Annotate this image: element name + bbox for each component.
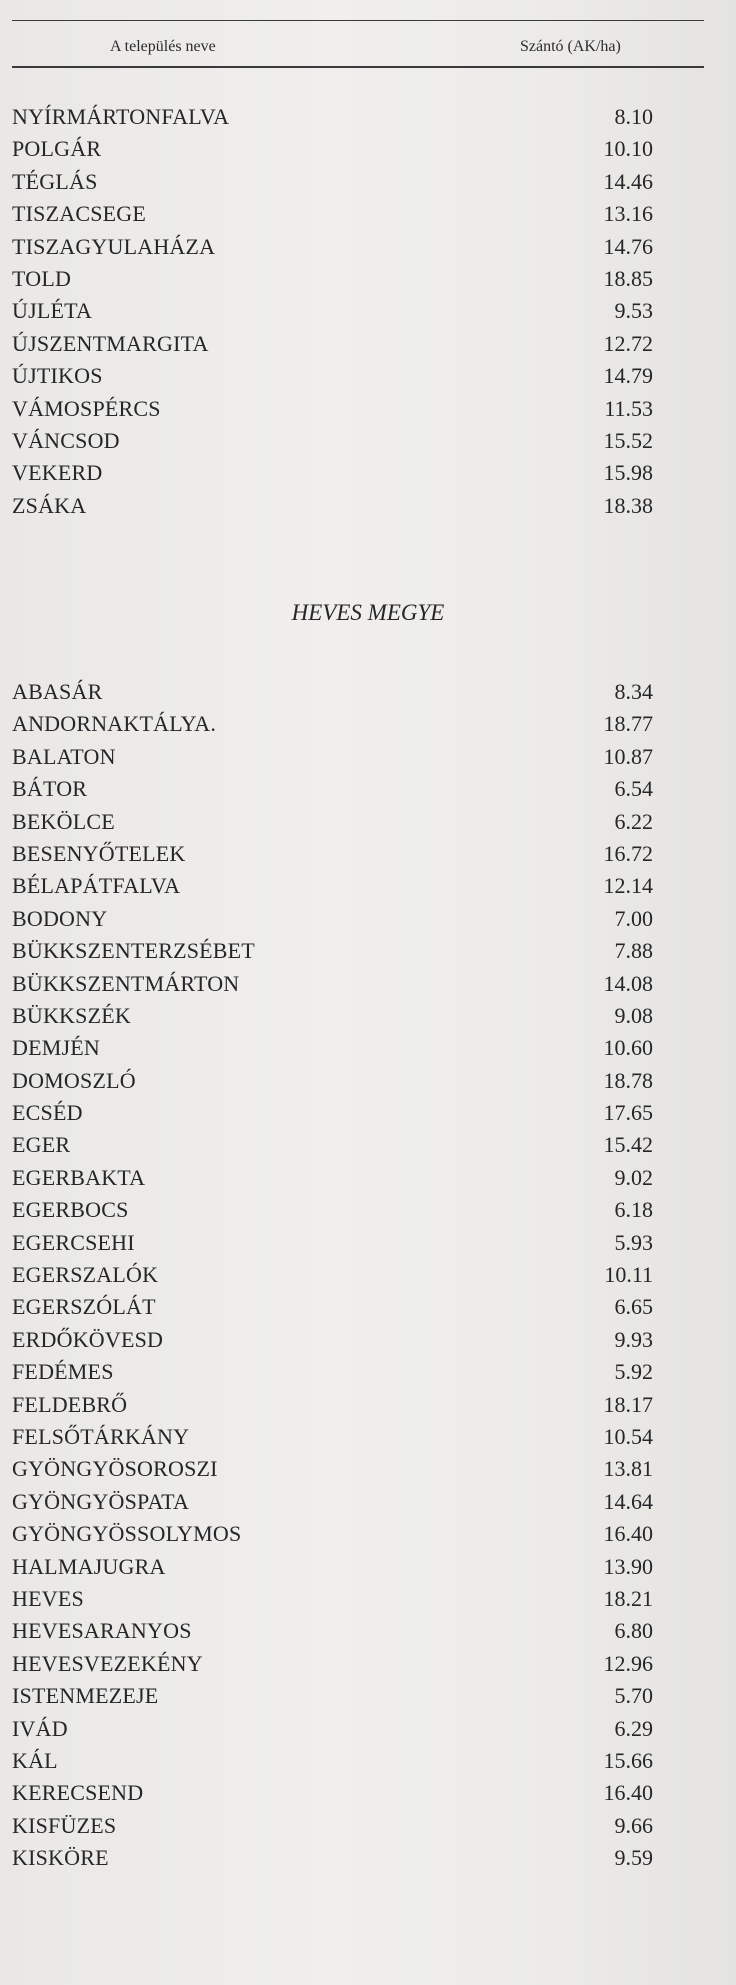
arable-value: 18.38 (603, 492, 653, 518)
arable-value: 11.53 (604, 395, 653, 421)
table-row (12, 1648, 712, 1680)
table-row (12, 101, 712, 133)
table-row (12, 490, 712, 522)
settlement-name: DEMJÉN (12, 1035, 100, 1061)
arable-value: 10.60 (603, 1035, 653, 1061)
arable-value: 15.66 (603, 1747, 653, 1773)
arable-value: 6.80 (614, 1618, 653, 1644)
settlement-name: POLGÁR (12, 136, 102, 162)
table-row (12, 1389, 712, 1421)
settlement-name: ÚJTIKOS (12, 363, 103, 389)
arable-value: 15.52 (603, 427, 653, 453)
arable-value: 7.00 (614, 905, 653, 931)
arable-value: 14.76 (603, 233, 653, 259)
settlement-table-section-2 (12, 676, 712, 1874)
arable-value: 10.11 (604, 1262, 653, 1288)
table-row (12, 676, 712, 708)
table-row (12, 133, 712, 165)
settlement-name: HEVES (12, 1585, 84, 1611)
arable-value: 7.88 (614, 938, 653, 964)
arable-value: 16.72 (603, 840, 653, 866)
arable-value: 16.40 (603, 1521, 653, 1547)
settlement-name: FELDEBRŐ (12, 1391, 128, 1417)
table-row (12, 1227, 712, 1259)
arable-value: 9.93 (614, 1326, 653, 1352)
table-row (12, 1680, 712, 1712)
arable-value: 14.64 (603, 1488, 653, 1514)
settlement-name: EGERCSEHI (12, 1229, 135, 1255)
arable-value: 5.93 (614, 1229, 653, 1255)
settlement-name: BALATON (12, 743, 116, 769)
settlement-name: BÜKKSZENTERZSÉBET (12, 938, 255, 964)
settlement-name: HALMAJUGRA (12, 1553, 166, 1579)
arable-value: 6.54 (614, 776, 653, 802)
table-row (12, 1745, 712, 1777)
table-row (12, 1421, 712, 1453)
table-row (12, 231, 712, 263)
table-row (12, 1032, 712, 1064)
settlement-name: KISFÜZES (12, 1812, 117, 1838)
settlement-name: VÁNCSOD (12, 427, 120, 453)
settlement-name: ECSÉD (12, 1100, 83, 1126)
settlement-name: EGERSZÓLÁT (12, 1294, 156, 1320)
table-row (12, 1324, 712, 1356)
table-row (12, 1259, 712, 1291)
arable-value: 12.72 (603, 330, 653, 356)
arable-value: 9.08 (614, 1002, 653, 1028)
settlement-name: HEVESVEZEKÉNY (12, 1650, 203, 1676)
settlement-name: TOLD (12, 265, 72, 291)
settlement-name: NYÍRMÁRTONFALVA (12, 104, 230, 129)
settlement-name: BÉLAPÁTFALVA (12, 873, 181, 899)
arable-value: 13.90 (603, 1553, 653, 1579)
table-row (12, 1065, 712, 1097)
arable-value: 18.77 (603, 711, 653, 737)
settlement-name: GYÖNGYÖSOROSZI (12, 1456, 218, 1482)
arable-value: 5.70 (614, 1683, 653, 1709)
table-row (12, 708, 712, 740)
table-row (12, 1713, 712, 1745)
arable-value: 10.54 (603, 1423, 653, 1449)
table-row (12, 935, 712, 967)
settlement-name: ANDORNAKTÁLYA. (12, 711, 217, 737)
settlement-name: ERDŐKÖVESD (12, 1326, 164, 1352)
arable-value: 18.85 (603, 265, 653, 291)
column-header-settlement: A település neve (110, 38, 216, 55)
settlement-name: TISZAGYULAHÁZA (12, 233, 216, 259)
arable-value: 14.79 (603, 363, 653, 389)
table-row (12, 1551, 712, 1583)
arable-value: 18.17 (603, 1391, 653, 1417)
settlement-name: VEKERD (12, 460, 103, 486)
arable-value: 18.21 (603, 1585, 653, 1611)
settlement-name: BODONY (12, 905, 108, 931)
table-row (12, 1194, 712, 1226)
settlement-name: BÁTOR (12, 776, 88, 802)
arable-value: 9.66 (614, 1812, 653, 1838)
table-row (12, 838, 712, 870)
table-row (12, 1777, 712, 1809)
arable-value: 15.98 (603, 460, 653, 486)
arable-value: 14.08 (603, 970, 653, 996)
arable-value: 6.22 (614, 808, 653, 834)
arable-value: 12.96 (603, 1650, 653, 1676)
arable-value: 10.87 (603, 743, 653, 769)
table-row (12, 1291, 712, 1323)
table-row (12, 1486, 712, 1518)
table-row (12, 1453, 712, 1485)
settlement-name: BÜKKSZÉK (12, 1002, 131, 1028)
settlement-name: BESENYŐTELEK (12, 840, 186, 866)
settlement-name: EGERSZALÓK (12, 1262, 159, 1288)
settlement-table-section-1 (12, 101, 712, 522)
settlement-name: KISKÖRE (12, 1845, 109, 1871)
table-row (12, 425, 712, 457)
arable-value: 16.40 (603, 1780, 653, 1806)
settlement-name: GYÖNGYÖSSOLYMOS (12, 1521, 242, 1547)
table-row (12, 773, 712, 805)
table-row (12, 1518, 712, 1550)
table-row (12, 328, 712, 360)
table-row (12, 870, 712, 902)
arable-value: 6.18 (614, 1197, 653, 1223)
settlement-name: BEKÖLCE (12, 808, 115, 834)
settlement-name: EGERBOCS (12, 1197, 129, 1223)
settlement-name: FEDÉMES (12, 1359, 114, 1385)
settlement-name: ISTENMEZEJE (12, 1683, 159, 1709)
settlement-name: GYÖNGYÖSPATA (12, 1488, 190, 1514)
settlement-name: BÜKKSZENTMÁRTON (12, 970, 240, 996)
settlement-name: IVÁD (12, 1715, 68, 1741)
settlement-name: TISZACSEGE (12, 201, 146, 227)
table-row (12, 166, 712, 198)
table-row (12, 295, 712, 327)
settlement-name: ZSÁKA (12, 492, 87, 518)
settlement-name: ÚJSZENTMARGITA (12, 330, 209, 356)
column-header-value: Szántó (AK/ha) (520, 38, 621, 55)
settlement-name: KERECSEND (12, 1780, 144, 1806)
table-row (12, 1097, 712, 1129)
table-row (12, 1000, 712, 1032)
arable-value: 14.46 (603, 168, 653, 194)
table-row (12, 263, 712, 295)
settlement-name: ÚJLÉTA (12, 298, 93, 324)
arable-value: 8.10 (614, 104, 653, 129)
table-row (12, 1615, 712, 1647)
arable-value: 8.34 (614, 679, 653, 704)
table-row (12, 198, 712, 230)
arable-value: 6.65 (614, 1294, 653, 1320)
arable-value: 13.16 (603, 201, 653, 227)
arable-value: 13.81 (603, 1456, 653, 1482)
arable-value: 10.10 (603, 136, 653, 162)
arable-value: 18.78 (603, 1067, 653, 1093)
table-row (12, 393, 712, 425)
settlement-name: VÁMOSPÉRCS (12, 395, 161, 421)
table-row (12, 1356, 712, 1388)
arable-value: 9.53 (614, 298, 653, 324)
table-row (12, 1583, 712, 1615)
arable-value: 6.29 (614, 1715, 653, 1741)
table-row (12, 968, 712, 1000)
arable-value: 5.92 (614, 1359, 653, 1385)
table-row (12, 457, 712, 489)
arable-value: 15.42 (603, 1132, 653, 1158)
table-row (12, 1842, 712, 1874)
settlement-name: EGERBAKTA (12, 1164, 146, 1190)
table-row (12, 741, 712, 773)
table-row (12, 1162, 712, 1194)
header-rule (12, 66, 704, 68)
table-row (12, 1129, 712, 1161)
table-row (12, 1810, 712, 1842)
top-rule (12, 20, 704, 21)
settlement-name: HEVESARANYOS (12, 1618, 192, 1644)
settlement-name: TÉGLÁS (12, 168, 98, 194)
arable-value: 9.59 (614, 1845, 653, 1871)
county-heading: HEVES MEGYE (291, 600, 445, 625)
settlement-name: FELSŐTÁRKÁNY (12, 1423, 190, 1449)
settlement-name: EGER (12, 1132, 71, 1158)
table-row (12, 360, 712, 392)
arable-value: 17.65 (603, 1100, 653, 1126)
settlement-name: ABASÁR (12, 679, 103, 704)
arable-value: 12.14 (603, 873, 653, 899)
table-row (12, 806, 712, 838)
settlement-name: KÁL (12, 1747, 58, 1773)
settlement-name: DOMOSZLÓ (12, 1067, 136, 1093)
table-row (12, 903, 712, 935)
arable-value: 9.02 (614, 1164, 653, 1190)
